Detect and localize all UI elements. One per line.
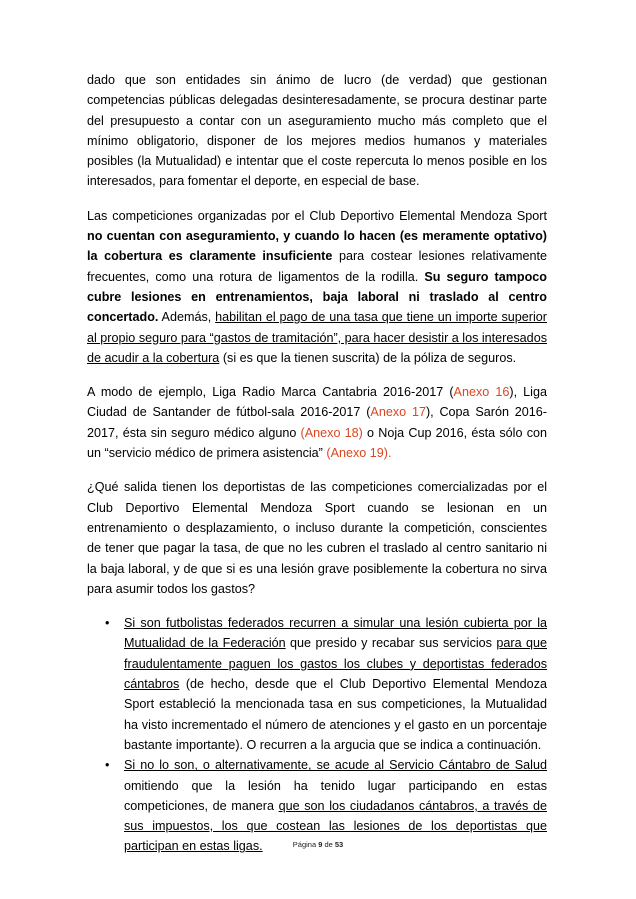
b1-underline-1: Si son futbolistas federados recurren a simular una lesión cubierta por la Mutualidad de la Federación <box>124 616 547 651</box>
annex-18-link[interactable]: (Anexo 18) <box>300 425 363 440</box>
p2-text-2: para costear lesiones relativamente frecuentes, como una rotura de ligamentos de la rodilla. <box>87 249 548 284</box>
p3-text-4: o Noja Cup 2016, ésta sólo con un “servicio médico de primera asistencia” <box>87 425 547 461</box>
bullet-icon: • <box>105 616 110 631</box>
b2-underline-1: Si no lo son, o alternativamente, se acude al Servicio Cántabro de Salud <box>124 758 547 773</box>
bullet-item-1 <box>87 613 547 755</box>
bullet-list <box>87 613 547 857</box>
b2-underline-2: que son los ciudadanos cántabros, a través de sus impuestos, los que costean las lesiones de los deportistas que participan en estas ligas. <box>124 798 547 854</box>
footer-page-number: 9 <box>318 840 323 849</box>
p2-text-1: Las competiciones organizadas por el Club Deportivo Elemental Mendoza Sport <box>87 208 547 223</box>
footer-prefix: Página <box>292 840 319 849</box>
document-body <box>87 70 547 857</box>
p3-text-2: ), Liga Ciudad de Santander de fútbol-sala 2016-2017 ( <box>87 385 547 420</box>
bullet-icon: • <box>105 758 110 773</box>
p2-underline-1: habilitan el pago de una tasa que tiene un importe superior al propio seguro para “gastos de tramitación”, para hacer desistir a los interesados de acudir a la cobertura <box>87 310 547 365</box>
p2-bold-2: Su seguro tampoco cubre lesiones en entrenamientos, baja laboral ni traslado al centro concertado. <box>87 269 547 325</box>
p2-bold-1: no cuentan con aseguramiento, y cuando lo hacen (es meramente optativo) la cobertura es claramente insuficiente <box>87 229 547 264</box>
annex-17-link[interactable]: Anexo 17 <box>370 405 426 420</box>
paragraph-3 <box>87 382 547 463</box>
annex-19-link[interactable]: (Anexo 19). <box>326 446 392 461</box>
p2-text-4: (si es que la tienen suscrita) de la póliza de seguros. <box>219 350 517 365</box>
paragraph-4: ¿Qué salida tienen los deportistas de las competiciones comercializadas por el Club Deportivo Elemental Mendoza Sport cuando se lesionan en un entrenamiento o desplazamiento, o incluso durante la competición, conscientes de tener que pagar la tasa, de que no les cubren el traslado al centro sanitario ni la baja laboral, y de que si es una lesión grave posiblemente la cobertura no sirva para asumir todos los gastos? <box>87 480 547 596</box>
b1-text-1: que presido y recabar sus servicios <box>285 636 497 651</box>
paragraph-1: dado que son entidades sin ánimo de lucro (de verdad) que gestionan competencias públicas delegadas desinteresadamente, se procura destinar parte del presupuesto a contar con un aseguramiento mucho más completo que el mínimo obligatorio, disponer de los mejores medios humanos y materiales posibles (la Mutualidad) e intentar que el coste repercuta lo menos posible en los interesados, para fomentar el deporte, en especial de base. <box>87 73 547 189</box>
p2-text-3: Además, <box>158 310 216 325</box>
paragraph-2 <box>87 206 547 368</box>
footer-total-pages: 53 <box>334 840 344 849</box>
p3-text-1: A modo de ejemplo, Liga Radio Marca Cantabria 2016-2017 ( <box>87 385 454 400</box>
footer-separator: de <box>322 840 335 849</box>
page-footer <box>0 840 636 849</box>
p3-text-3: ), Copa Sarón 2016-2017, ésta sin seguro médico alguno <box>87 405 547 440</box>
b1-underline-2: para que fraudulentamente paguen los gastos los clubes y deportistas federados cántabros <box>124 636 547 692</box>
annex-16-link[interactable]: Anexo 16 <box>453 385 510 400</box>
b2-text-1: omitiendo que la lesión ha tenido lugar participando en estas competiciones, de manera <box>124 778 547 813</box>
b1-text-2: (de hecho, desde que el Club Deportivo Elemental Mendoza Sport estableció la mencionada tasa en sus competiciones, la Mutualidad ha visto incrementado el número de atenciones y el gasto en un porcentaje bastante importante). O recurren a la argucia que se indica a continuación. <box>124 677 547 752</box>
